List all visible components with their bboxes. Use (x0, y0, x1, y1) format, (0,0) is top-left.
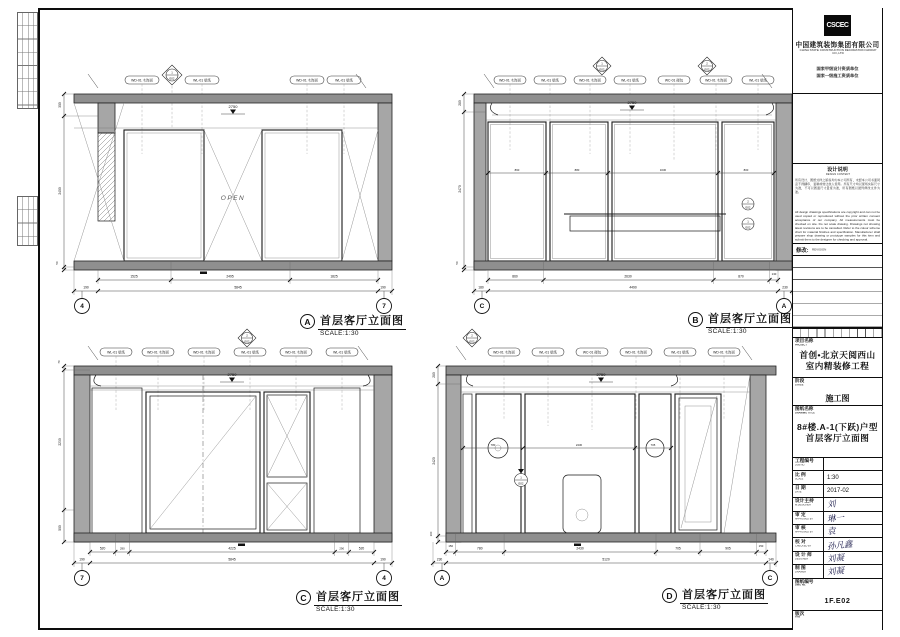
curtain-left (92, 388, 142, 533)
svg-text:WD-01 木饰面: WD-01 木饰面 (705, 78, 727, 83)
material-tag (280, 348, 312, 356)
svg-text:140: 140 (768, 557, 774, 562)
elevation-b-drawing (452, 58, 798, 318)
company-name-en: CHINA STATE CONSTRUCTION DECORATION GROUP CO.,LTD (799, 49, 876, 55)
elevation-scale: SCALE:1:30 (316, 606, 355, 613)
door (675, 394, 721, 533)
material-tag (188, 348, 220, 356)
svg-text:WL-01 壁纸: WL-01 壁纸 (621, 78, 639, 83)
elevation-title-text: 首层客厅立面图 (680, 586, 768, 604)
svg-text:860: 860 (514, 167, 520, 172)
svg-text:2470: 2470 (458, 185, 462, 193)
material-tag (664, 348, 696, 356)
revision-label-en: REVISION (811, 248, 826, 251)
elevation-letter: B (688, 312, 703, 327)
wood-panel-3 (722, 122, 774, 261)
svg-text:860: 860 (512, 274, 518, 279)
material-tag (494, 76, 526, 84)
detail-marker-icon (742, 198, 754, 210)
svg-text:WD-01 木饰面: WD-01 木饰面 (285, 350, 307, 355)
drawing-title-label-en: DRAWING TITLE (795, 411, 815, 415)
svg-text:520: 520 (99, 546, 106, 551)
design-note-title-en: DESIGN CONTENT (825, 173, 850, 176)
svg-text:7: 7 (80, 575, 84, 583)
svg-text:WD-01 木饰面: WD-01 木饰面 (493, 350, 515, 355)
svg-text:WD-01 木饰面: WD-01 木饰面 (713, 350, 735, 355)
svg-text:190: 190 (79, 557, 85, 562)
signature-strip-top (17, 12, 38, 109)
elevation-title-text: 首层客厅立面图 (706, 310, 794, 328)
svg-text:1: 1 (601, 61, 603, 66)
title-block (792, 8, 882, 630)
svg-text:1: 1 (520, 475, 522, 480)
svg-text:WL-01 壁纸: WL-01 壁纸 (333, 350, 351, 355)
window-sash-right (264, 392, 310, 533)
material-tag (142, 348, 174, 356)
svg-text:E02: E02 (169, 76, 175, 81)
revision-columns (793, 328, 882, 338)
section-flag (238, 544, 245, 547)
svg-text:870: 870 (738, 274, 744, 279)
wood-panel-right (262, 130, 342, 261)
ceiling-slab (446, 366, 776, 375)
svg-text:WL-01 壁纸: WL-01 壁纸 (107, 350, 125, 355)
tag-row-d (456, 329, 752, 430)
open-label: OPEN (220, 195, 246, 202)
field-lead-designer: 设计主持 M.DESIGNER 刘 (793, 498, 882, 511)
svg-text:2750: 2750 (227, 372, 237, 377)
floor-slab (74, 533, 392, 542)
stage-label-cn: 阶段 (795, 378, 805, 383)
svg-text:2: 2 (246, 333, 248, 338)
field-date: 日 期 DATE 2017-02 (793, 485, 882, 498)
svg-text:WD-01 木饰面: WD-01 木饰面 (499, 78, 521, 83)
material-tag (700, 76, 732, 84)
svg-text:A: A (781, 303, 787, 311)
design-note-title-cn: 设计说明 (827, 167, 848, 173)
svg-text:WC-01 硬包: WC-01 硬包 (582, 350, 602, 355)
svg-text:5845: 5845 (228, 557, 236, 562)
stage-label-en: STAGE (795, 383, 804, 387)
svg-text:WL-01 壁纸: WL-01 壁纸 (749, 78, 767, 83)
svg-text:WC-01 硬包: WC-01 硬包 (664, 78, 684, 83)
svg-text:WD-01 木饰面: WD-01 木饰面 (131, 78, 153, 83)
svg-text:1630: 1630 (659, 167, 667, 172)
column-left (74, 375, 90, 542)
pno-label-cn: 版次 (795, 610, 805, 616)
material-tag (185, 76, 219, 84)
elevation-a-drawing (52, 58, 398, 318)
floor-slab (74, 261, 392, 270)
svg-text:E02: E02 (745, 225, 751, 230)
svg-text:290: 290 (119, 546, 125, 551)
signature: 刘凝 (826, 553, 845, 565)
svg-text:WL-01 壁纸: WL-01 壁纸 (671, 350, 689, 355)
svg-text:780: 780 (490, 442, 496, 447)
svg-text:2630: 2630 (624, 274, 632, 279)
svg-text:705: 705 (675, 546, 681, 551)
svg-text:E02: E02 (704, 67, 710, 72)
cscec-logo: CSCEC (824, 15, 851, 36)
dwg-no-label-cn: 图纸编号 (795, 578, 814, 584)
design-note-body-en: All design drawings specifications are copyright and can not be used copied or reproduced without the prior written consent acceptance of our company. All measurements must be checked on site. Do not scale drawing. Drawings not showing latest revisions are to be cancelled. Refer to the colour scheme chart for material finishes and specification. Manufacturer shall prepare shop drawing or prototype samples for this item and submit them to the designer for checking and approval. (795, 210, 880, 242)
svg-text:2430: 2430 (575, 442, 583, 447)
grid-bubble-left (435, 563, 450, 586)
svg-text:50: 50 (55, 261, 59, 265)
dwg-number-value: 1F.E02 (824, 596, 851, 606)
material-tag (742, 76, 774, 84)
svg-text:2: 2 (471, 333, 473, 338)
pier-left (98, 103, 115, 221)
svg-text:70: 70 (57, 360, 61, 364)
svg-text:WD-01 木饰面: WD-01 木饰面 (625, 350, 647, 355)
material-tag (234, 348, 266, 356)
pno-section (793, 611, 882, 630)
material-tag (620, 348, 652, 356)
material-tag (534, 76, 566, 84)
grid-bubble-right (377, 291, 392, 314)
wood-panel-left (476, 394, 521, 533)
svg-text:150: 150 (448, 544, 454, 549)
svg-text:150: 150 (758, 544, 764, 549)
svg-text:1825: 1825 (330, 274, 338, 279)
dim-line-left-a (55, 92, 98, 272)
detail-marker-icon (162, 65, 182, 85)
elevation-letter: A (300, 314, 315, 329)
floor-slab (474, 261, 792, 270)
svg-text:2750: 2750 (596, 372, 606, 377)
svg-text:705: 705 (650, 442, 656, 447)
svg-text:880: 880 (574, 167, 580, 172)
svg-text:190: 190 (380, 557, 386, 562)
elevation-title-text: 首层客厅立面图 (314, 588, 402, 606)
svg-text:290: 290 (339, 546, 345, 551)
revision-rows (793, 256, 882, 328)
detail-marker-icon (698, 57, 716, 75)
svg-text:190: 190 (380, 285, 386, 290)
material-tag (576, 348, 608, 356)
svg-text:1: 1 (171, 70, 173, 75)
elevation-title-text: 首层客厅立面图 (318, 312, 406, 330)
svg-text:WL-01 壁纸: WL-01 壁纸 (541, 78, 559, 83)
elevation-d-title (662, 586, 768, 611)
field-reviewed: 审 核 APPROVED BY 袁 (793, 525, 882, 538)
svg-text:E02: E02 (469, 339, 475, 344)
svg-text:E02: E02 (745, 205, 751, 210)
grid-bubble-left (75, 563, 90, 586)
svg-text:5120: 5120 (602, 557, 610, 562)
elevation-d-drawing (426, 330, 786, 590)
svg-text:A: A (439, 575, 445, 583)
dwg-number-section (793, 579, 882, 611)
svg-text:WL-01 壁纸: WL-01 壁纸 (241, 350, 259, 355)
dwg-no-label-en: DWG No. (795, 584, 806, 587)
svg-text:WD-01 木饰面: WD-01 木饰面 (147, 350, 169, 355)
svg-text:WL-01 壁纸: WL-01 壁纸 (193, 78, 211, 83)
svg-text:2750: 2750 (228, 104, 238, 109)
signature: 孙凡鑫 (826, 539, 854, 552)
signature: 刘 (826, 499, 837, 511)
grid-bubble-right (377, 563, 392, 586)
svg-text:WD-01 木饰面: WD-01 木饰面 (193, 350, 215, 355)
wall-diagonal (724, 375, 750, 533)
floor-slab (446, 533, 776, 542)
detail-marker-icon (742, 218, 754, 230)
signature: 刘凝 (826, 566, 845, 579)
certifications: 国家甲级设计资质单位 国家一级施工资质单位 (816, 66, 859, 78)
signature: 琳一 (826, 512, 845, 525)
svg-text:130: 130 (771, 272, 777, 277)
column-left (446, 375, 461, 542)
design-note-section (793, 164, 882, 244)
field-approved: 审 定 APPROVED BY 琳一 (793, 512, 882, 525)
column-left (474, 103, 486, 270)
wood-panel-left (124, 130, 204, 261)
svg-text:780: 780 (477, 546, 483, 551)
svg-text:7: 7 (382, 303, 386, 311)
svg-text:190: 190 (83, 285, 89, 290)
drawing-title-label-cn: 图纸名称 (795, 406, 814, 411)
column-right (750, 375, 766, 542)
svg-text:4225: 4225 (228, 546, 236, 551)
dim-line-mid-d (461, 443, 673, 450)
level-marker (221, 104, 245, 114)
elevation-scale: SCALE:1:30 (708, 328, 747, 335)
revision-label-cn: 修改: (796, 247, 809, 254)
svg-text:230: 230 (782, 285, 788, 290)
material-tag (290, 76, 324, 84)
material-tag (708, 348, 740, 356)
dim-line-mid-b (486, 168, 776, 175)
material-tag (327, 76, 361, 84)
opening-cross-lines (74, 103, 378, 261)
drawing-title-line1: 8#楼.A-1(下跃)户型 (797, 421, 878, 432)
elevation-letter: D (662, 588, 677, 603)
svg-text:C: C (767, 575, 773, 583)
wood-panel-right (639, 394, 671, 533)
svg-text:800: 800 (743, 167, 749, 172)
material-tag (326, 348, 358, 356)
svg-text:1525: 1525 (130, 274, 138, 279)
svg-text:2230: 2230 (58, 438, 62, 446)
svg-text:180: 180 (478, 285, 484, 290)
svg-text:280: 280 (432, 372, 436, 378)
curtain-right (314, 388, 360, 533)
field-checked: 校 对 CHECKED BY 孙凡鑫 (793, 538, 882, 551)
field-designer: 设 计 师 DESIGNER 刘凝 (793, 552, 882, 565)
material-tag (100, 348, 132, 356)
svg-text:4: 4 (382, 575, 386, 583)
ceiling-slab (74, 94, 392, 103)
section-flag (200, 272, 207, 275)
elevation-letter: C (296, 590, 311, 605)
elevation-scale: SCALE:1:30 (320, 330, 359, 337)
pno-label-en: P.no (795, 616, 801, 619)
company-section (793, 8, 882, 94)
svg-text:C: C (479, 303, 485, 311)
tag-row-a (88, 65, 366, 154)
blank-section (793, 94, 882, 164)
project-section (793, 338, 882, 378)
field-scale: 比 例 SCALE 1:30 (793, 471, 882, 484)
svg-text:905: 905 (725, 546, 731, 551)
svg-text:2495: 2495 (226, 274, 234, 279)
svg-text:E02: E02 (518, 481, 524, 486)
drawing-title-section (793, 406, 882, 458)
grid-bubble-right (763, 563, 778, 586)
console-shelf (564, 214, 726, 231)
material-tag (488, 348, 520, 356)
svg-text:E02: E02 (244, 339, 250, 344)
svg-text:4490: 4490 (629, 285, 637, 290)
fabric-panel-center (525, 394, 635, 533)
wood-panel-1 (488, 122, 546, 261)
column-right (776, 103, 792, 270)
svg-text:500: 500 (58, 525, 62, 531)
wood-panel-2 (550, 122, 608, 261)
project-name-line1: 首创•北京天阅西山 (799, 349, 876, 360)
svg-text:2750: 2750 (627, 100, 637, 105)
svg-text:280: 280 (458, 100, 462, 106)
column-right (378, 103, 392, 261)
stage-value: 施工图 (825, 393, 850, 403)
svg-text:350: 350 (58, 102, 62, 108)
svg-text:1: 1 (747, 219, 749, 224)
svg-text:520: 520 (358, 546, 365, 551)
field-job-no: 工程编号 JOB NO. (793, 458, 882, 471)
material-tag (614, 76, 646, 84)
material-tag (574, 76, 606, 84)
material-tag (125, 76, 159, 84)
svg-text:2420: 2420 (432, 457, 436, 465)
svg-text:E02: E02 (599, 67, 605, 72)
elevation-b-title (688, 310, 794, 335)
svg-text:WD-01 木饰面: WD-01 木饰面 (579, 78, 601, 83)
column-right (374, 375, 392, 542)
svg-text:230: 230 (436, 557, 443, 562)
detail-marker-icon (238, 329, 256, 347)
project-label-en: PROJECT (795, 343, 807, 347)
tag-row-b (484, 57, 774, 160)
wood-trim-strip (463, 394, 472, 533)
svg-text:2430: 2430 (576, 546, 584, 551)
project-label-cn: 项目名称 (795, 338, 814, 343)
svg-text:WL-01 壁纸: WL-01 壁纸 (539, 350, 557, 355)
stage-section (793, 378, 882, 406)
material-tag (532, 348, 564, 356)
elevation-a-title (300, 312, 406, 337)
svg-text:WL-01 壁纸: WL-01 壁纸 (335, 78, 353, 83)
company-name-cn: 中国建筑装饰集团有限公司 (795, 42, 880, 49)
elevation-c-drawing (52, 330, 398, 590)
project-name-line2: 室内精装修工程 (805, 361, 870, 372)
detail-marker-icon (463, 329, 481, 347)
design-note-body-cn: 所有设计、图纸式样之版权均为本公司所有，未经本公司书面同意不得翻印、复制或转让他人使用。所有尺寸均以现场实际尺寸为准，不可以图面尺寸量度为准，所有图纸以最终修改文件为准。 (795, 179, 880, 194)
svg-text:2: 2 (747, 199, 749, 204)
grid-bubble-left (475, 291, 490, 314)
grid-bubble-left (75, 291, 90, 314)
field-drafter: 制 图 DRAWER 刘凝 (793, 565, 882, 578)
svg-text:100: 100 (429, 531, 433, 537)
fabric-panel-center (612, 122, 718, 261)
svg-text:2: 2 (706, 61, 708, 66)
detail-marker-icon (593, 57, 611, 75)
drawing-title-line2: 首层客厅立面图 (805, 433, 870, 444)
signature-strip-mid (17, 196, 38, 246)
svg-text:4: 4 (80, 303, 84, 311)
elevation-c-title (296, 588, 402, 613)
elevation-scale: SCALE:1:30 (682, 604, 721, 611)
svg-text:5845: 5845 (234, 285, 242, 290)
material-tag (658, 76, 690, 84)
signature: 袁 (826, 526, 837, 538)
svg-text:WD-01 木饰面: WD-01 木饰面 (296, 78, 318, 83)
revision-header (793, 244, 882, 256)
svg-text:2400: 2400 (58, 187, 62, 195)
svg-text:50: 50 (455, 261, 459, 265)
